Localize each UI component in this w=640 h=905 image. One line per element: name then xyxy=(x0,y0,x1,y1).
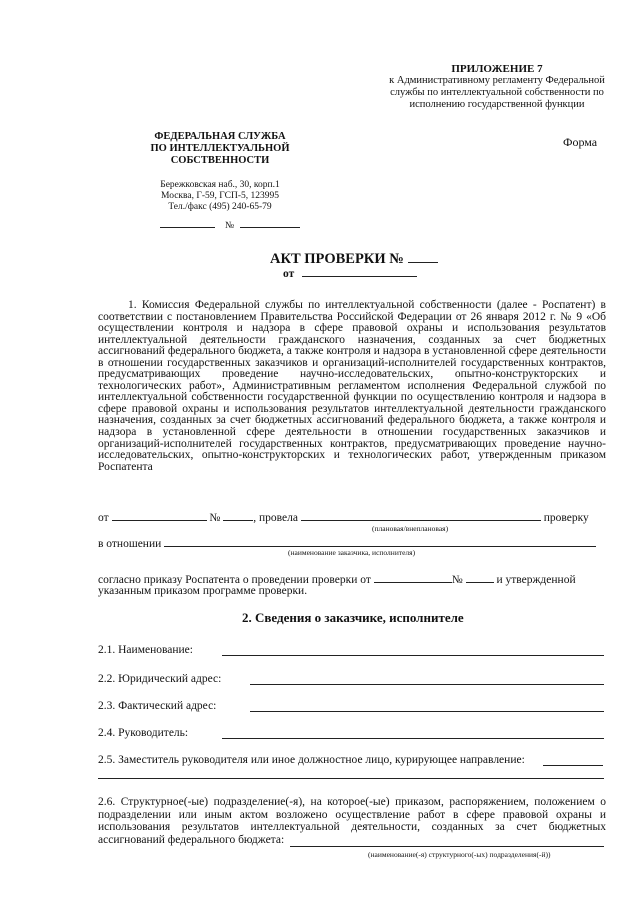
departments-caption: (наименование(-я) структурного(-ых) подразделения(-й)) xyxy=(368,850,551,859)
org-address-line-2: Москва, Г-59, ГСП-5, 123995 xyxy=(161,191,279,201)
form-label: Форма xyxy=(563,135,598,149)
order-from-label: от xyxy=(98,512,109,524)
act-from-label: от xyxy=(283,268,295,280)
field-actual-address-label: 2.3. Фактический адрес: xyxy=(98,700,217,712)
order2-date-blank[interactable] xyxy=(374,572,452,583)
field-legal-address-label: 2.2. Юридический адрес: xyxy=(98,673,222,685)
section-2-6-paragraph xyxy=(98,796,606,846)
order-text-part-3: указанным приказом программе проверки. xyxy=(98,585,308,597)
act-number-blank[interactable] xyxy=(408,262,438,263)
check-label: проверку xyxy=(543,512,589,524)
org-address xyxy=(135,180,305,213)
order-text-part-2: и утвержденной xyxy=(496,574,576,586)
field-deputy-label: 2.5. Заместитель руководителя или иное должностное лицо, курирующее направление: xyxy=(98,754,525,766)
field-name-label: 2.1. Наименование: xyxy=(98,644,193,656)
section-1-paragraph xyxy=(98,300,606,473)
check-type-caption: (плановая/внеплановая) xyxy=(372,524,449,533)
field-deputy-line[interactable] xyxy=(543,765,603,766)
number-sign: № xyxy=(225,221,235,231)
outgoing-number-line xyxy=(160,221,300,231)
field-head-line[interactable] xyxy=(222,738,604,739)
appendix-line-3: исполнению государственной функции xyxy=(409,99,585,110)
order-text-line-2 xyxy=(98,585,606,597)
act-title xyxy=(270,251,438,268)
org-name xyxy=(140,131,300,167)
order-text-part-1: согласно приказу Роспатента о проведении проверки от xyxy=(98,574,371,586)
order-number-sign: № xyxy=(209,512,221,524)
act-title-text: АКТ ПРОВЕРКИ № xyxy=(270,251,404,267)
order-text-line xyxy=(98,572,606,586)
act-date-blank[interactable] xyxy=(302,276,417,277)
order2-number-blank[interactable] xyxy=(466,572,494,583)
field-actual-address-line[interactable] xyxy=(250,711,604,712)
org-address-line-1: Бережковская наб., 30, корп.1 xyxy=(160,180,280,190)
section-2-title: 2. Сведения о заказчике, исполнителе xyxy=(242,610,464,625)
appendix-line-1: к Административному регламенту Федеральной xyxy=(389,75,605,86)
date-blank[interactable] xyxy=(160,227,215,228)
order-line xyxy=(98,510,606,524)
appendix-line-2: службы по интеллектуальной собственности по xyxy=(390,87,604,98)
regarding-caption: (наименование заказчика, исполнителя) xyxy=(288,548,416,557)
org-line-2: ПО ИНТЕЛЛЕКТУАЛЬНОЙ xyxy=(150,143,290,154)
conducted-label: , провела xyxy=(253,512,298,524)
number-blank[interactable] xyxy=(240,227,300,228)
order-date-blank[interactable] xyxy=(112,510,207,521)
section-1-text: 1. Комиссия Федеральной службы по интеллектуальной собственности (далее - Роспатент) в соответствии с постановлением Правительства Российской Федерации от 26 января 2012 г. № 9 «Об осуществлении контроля и надзора в сфере правовой охраны и использования результатов интеллектуальной деятельности гражданского назначения, созданных за счет бюджетных ассигнований федерального бюджета, а также контроля и надзора в установленной сфере деятельности в отношении государственных заказчиков и организаций-исполнителей государственных контрактов, предусматривающих проведение научно-исследовательских, опытно-конструкторских и технологических работ», Административным регламентом исполнения Федеральной службой по интеллектуальной собственности государственной функции по осуществлению контроля и надзора в сфере правовой охраны и использования результатов интеллектуальной деятельности гражданского назначения, созданных за счет бюджетных ассигнований федерального бюджета, а также контроля и надзора в установленной сфере деятельности в отношении государственных заказчиков и организаций-исполнителей государственных контрактов, предусматривающих проведение научно-исследовательских, опытно-конструкторских и технологических работ, утвержденным приказом Роспатента xyxy=(98,299,606,473)
order-number-blank[interactable] xyxy=(223,510,253,521)
appendix-header xyxy=(372,63,622,111)
org-line-3: СОБСТВЕННОСТИ xyxy=(170,155,270,166)
order2-number-sign: № xyxy=(451,574,463,586)
appendix-title: ПРИЛОЖЕНИЕ 7 xyxy=(451,63,543,75)
field-departments-line[interactable] xyxy=(290,846,604,847)
regarding-blank[interactable] xyxy=(164,536,596,547)
field-legal-address-line[interactable] xyxy=(250,684,604,685)
act-date-line xyxy=(283,268,417,280)
regarding-label: в отношении xyxy=(98,538,162,550)
check-type-blank[interactable] xyxy=(301,510,541,521)
field-name-line[interactable] xyxy=(222,655,604,656)
section-2-6-text: 2.6. Структурное(-ые) подразделение(-я), на которое(-ые) приказом, распоряжением, положением о подразделении или иным актом возложено осуществление работ в сфере правовой охраны и использования результатов интеллектуальной деятельности, созданных за счет бюджетных ассигнований федерального бюджета: xyxy=(98,796,606,846)
org-line-1: ФЕДЕРАЛЬНАЯ СЛУЖБА xyxy=(154,131,286,142)
field-deputy-line-2[interactable] xyxy=(98,778,604,779)
org-phone: Тел./факс (495) 240-65-79 xyxy=(168,202,272,212)
field-head-label: 2.4. Руководитель: xyxy=(98,727,189,739)
